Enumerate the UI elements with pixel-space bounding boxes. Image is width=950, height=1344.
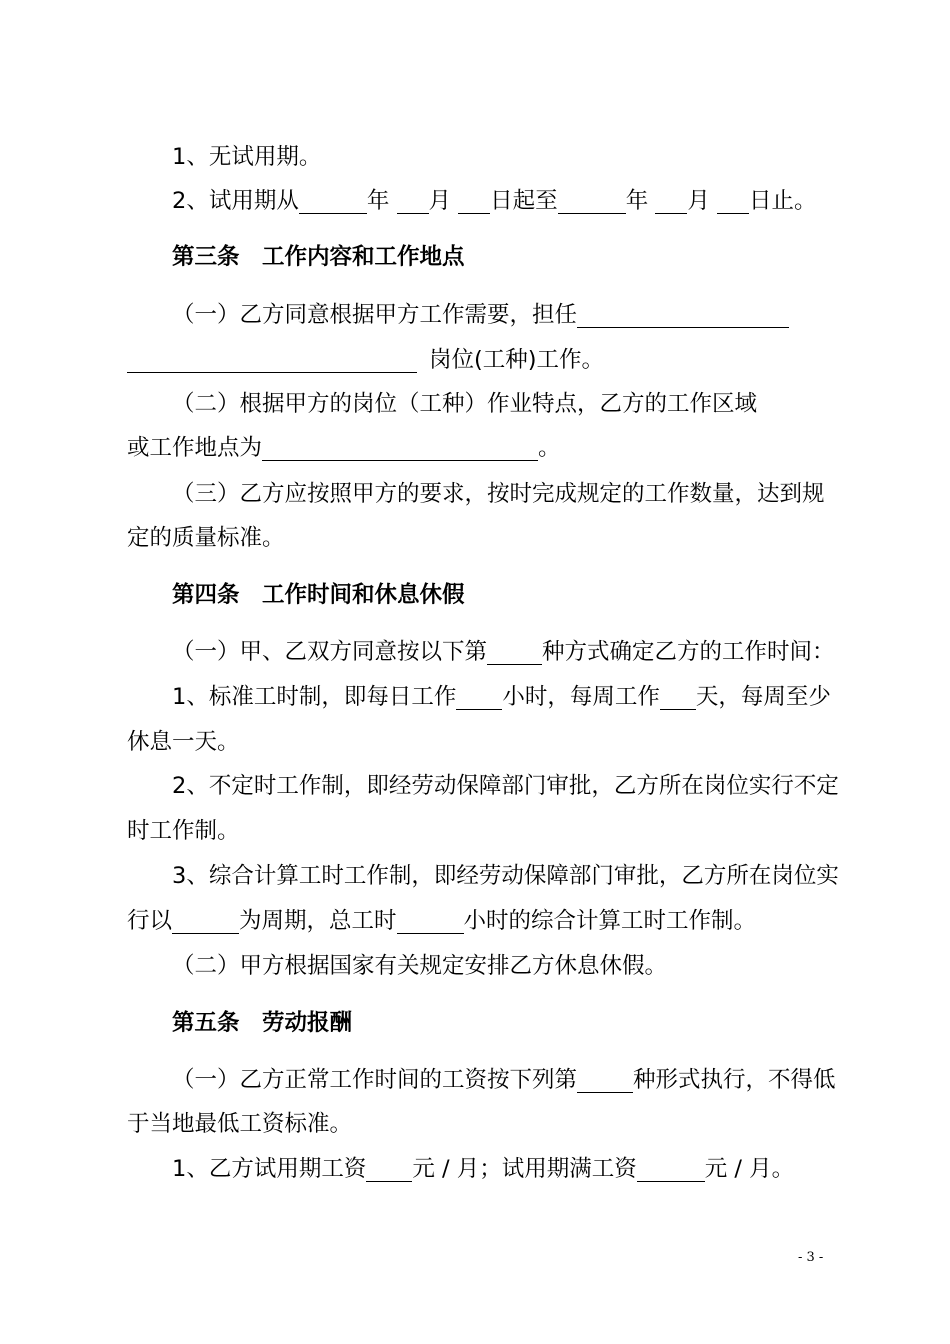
trial-start-day-blank[interactable] [458, 189, 490, 214]
article-5-heading: 第五条 劳动报酬 [172, 1010, 353, 1036]
article-4-item3-line1: 3、综合计算工时工作制，即经劳动保障部门审批，乙方所在岗位实 [172, 863, 839, 889]
position-blank-1[interactable] [577, 303, 789, 328]
article-3-p3-line2: 定的质量标准。 [127, 525, 285, 551]
work-time-method-blank[interactable] [487, 640, 542, 665]
article-3-heading: 第三条 工作内容和工作地点 [172, 244, 465, 270]
article-3-p3-line1: （三）乙方应按照甲方的要求，按时完成规定的工作数量，达到规 [172, 481, 825, 507]
page-number: - 3 - [798, 1250, 824, 1265]
article-4-heading: 第四条 工作时间和休息休假 [172, 582, 465, 608]
trial-end-year-blank[interactable] [558, 189, 626, 214]
trial-start-month-blank[interactable] [397, 189, 429, 214]
trial-end-day-blank[interactable] [717, 189, 749, 214]
article-4-item2-line1: 2、不定时工作制，即经劳动保障部门审批，乙方所在岗位实行不定 [172, 773, 839, 799]
position-blank-2[interactable] [127, 348, 417, 373]
trial-item-1: 1、无试用期。 [172, 144, 322, 170]
trial-end-month-blank[interactable] [655, 189, 687, 214]
article-4-item2-line2: 时工作制。 [127, 818, 240, 844]
article-5-p1-line1: （一）乙方正常工作时间的工资按下列第 种形式执行，不得低 [172, 1067, 836, 1093]
trial-wage-blank[interactable] [366, 1157, 412, 1182]
trial-item-2: 2、试用期从 年 月 日起至 年 月 日止。 [172, 188, 817, 214]
period-blank[interactable] [172, 909, 239, 934]
article-3-p1-line1: （一）乙方同意根据甲方工作需要，担任 [127, 300, 872, 330]
full-wage-blank[interactable] [637, 1157, 705, 1182]
article-5-p1-line2: 于当地最低工资标准。 [127, 1111, 353, 1137]
daily-hours-blank[interactable] [456, 685, 502, 710]
weekly-days-blank[interactable] [660, 685, 696, 710]
article-4-item3-line2: 行以 为周期，总工时 小时的综合计算工时工作制。 [127, 908, 757, 934]
article-4-item1-line2: 休息一天。 [127, 729, 240, 755]
work-location-blank[interactable] [262, 436, 538, 461]
wage-form-blank[interactable] [577, 1068, 633, 1093]
total-hours-blank[interactable] [397, 909, 464, 934]
article-4-p2: （二）甲方根据国家有关规定安排乙方休息休假。 [172, 953, 668, 979]
article-4-p1: （一）甲、乙双方同意按以下第 种方式确定乙方的工作时间： [172, 639, 835, 665]
article-3-p2-line1: （二）根据甲方的岗位（工种）作业特点，乙方的工作区域 [172, 391, 758, 417]
article-4-item1-line1: 1、标准工时制，即每日工作 小时，每周工作 天，每周至少 [172, 684, 831, 710]
article-5-item1: 1、乙方试用期工资 元 / 月；试用期满工资 元 / 月。 [172, 1156, 795, 1182]
article-3-p1-line2: 岗位(工种)工作。 [127, 345, 827, 375]
trial-start-year-blank[interactable] [299, 189, 367, 214]
article-3-p2-line2: 或工作地点为 。 [127, 435, 561, 461]
